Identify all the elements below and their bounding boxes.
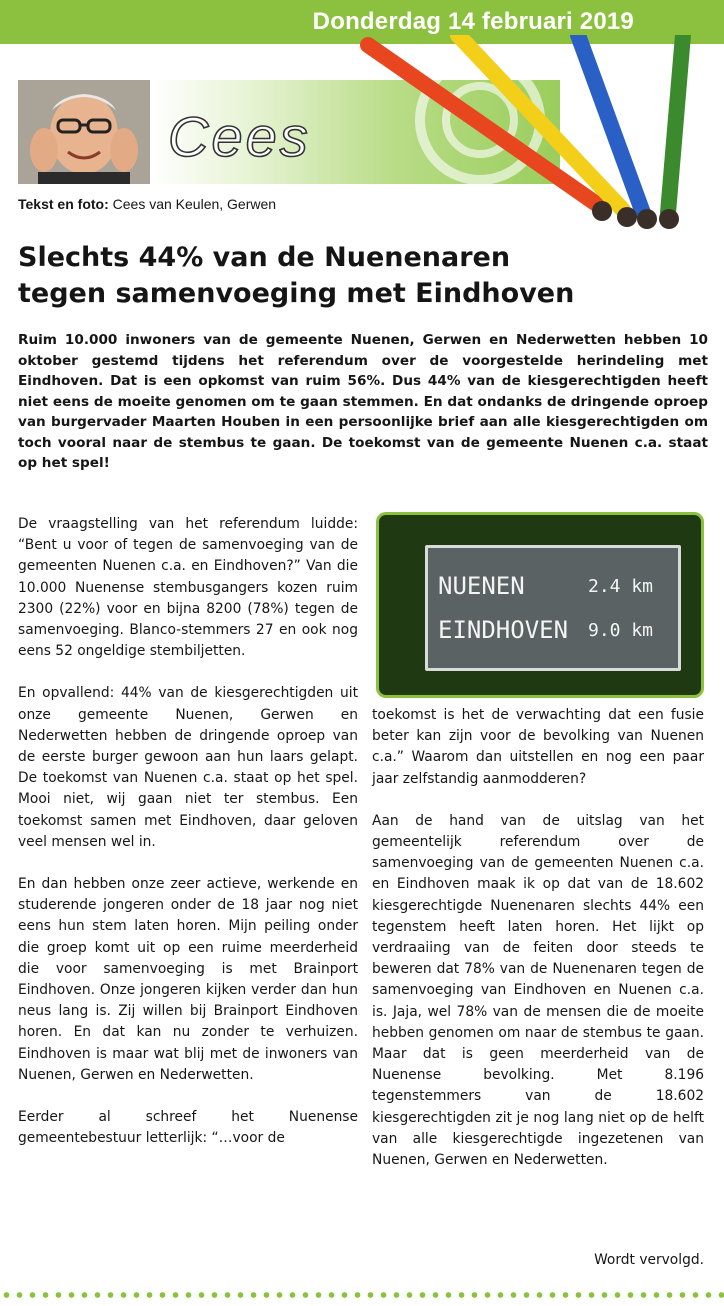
- article-lead: Ruim 10.000 inwoners van de gemeente Nuenen, Gerwen en Nederwetten hebben 10 oktober gestemd tijdens het referendum over de voorgestelde herindeling met Eindhoven. Dat is een opkomst van ruim 56%. Dus 44% van de kiesgerechtigden heeft niet eens de moeite genomen om te gaan stemmen. En dat ondanks de dringende oproep van burgervader Maarten Houben in een persoonlijke brief aan alle kiesgerechtigden om toch vooral naar de stembus te gaan. De toekomst van de gemeente Nuenen c.a. staat op het spel!: [18, 332, 708, 471]
- credit-author: Cees van Keulen, Gerwen: [112, 196, 277, 212]
- paragraph: toekomst is het de verwachting dat een fusie beter kan zijn voor de bevolking van Nuenen c.a.” Waarom dan uitstellen en nog een paar jaar zelfstandig aanmodderen?: [372, 707, 704, 787]
- sign-place: EINDHOVEN: [438, 616, 569, 644]
- paragraph: Aan de hand van de uitslag van het gemeentelijk referendum over de samenvoeging van de gemeenten Nuenen c.a. en Eindhoven maak ik op dat van de 18.602 kiesgerechtigde Nuenenaren slechts 44% een tegenstem heeft laten horen. Het lijkt op verdraaiing van de feiten door steeds te beweren dat 78% van de Nuenenaren tegen de samenvoeging van Eindhoven en Nuenen c.a. is. Jaja, wel 78% van de mensen die de moeite hebben genomen om naar de stembus te gaan. Maar dat is geen meerderheid van de Nuenense bevolking. Met 8.196 tegenstemmers van de 18.602 kiesgerechtigden zit je nog lang niet op de helft van alle kiesgerechtigde ingezetenen van Nuenen, Gerwen en Nederwetten.: [372, 812, 704, 1169]
- sign-distance: 9.0 km: [588, 620, 654, 641]
- sign-place: NUENEN: [438, 572, 525, 600]
- column-banner: [18, 80, 718, 190]
- headline-line-2: tegen samenvoeging met Eindhoven: [18, 278, 575, 309]
- article-headline: [18, 240, 618, 312]
- paragraph: De vraagstelling van het referendum luidde: “Bent u voor of tegen de samenvoeging van de gemeenten Nuenen c.a. en Eindhoven?” Van die 10.000 Nuenense stembusgangers kozen ruim 2300 (22%) voor en bijna 8200 (78%) tegen de samenvoeging. Blanco-stemmers 27 en ook nog eens 52 ongeldige stembiljetten.: [18, 516, 358, 660]
- paragraph: En dan hebben onze zeer actieve, werkende en studerende jongeren onder de 18 jaar nog niet eens hun stem laten horen. Mijn peiling onder die groep komt uit op een ruime meerderheid die voor samenvoeging is met Brainport Eindhoven. Onze jongeren kijken verder dan hun neus lang is. Zij willen bij Brainport Eindhoven horen. En dat kan nu zonder te verhuizen. Eindhoven is maar wat blij met de inwoners van Nuenen, Gerwen en Nederwetten.: [18, 876, 358, 1083]
- article-column-right: [372, 705, 704, 1192]
- photo-credit: [18, 196, 276, 212]
- dotted-footer-rule: [0, 1290, 724, 1300]
- headline-line-1: Slechts 44% van de Nuenenaren: [18, 242, 511, 273]
- paragraph: Eerder al schreef het Nuenense gemeentebestuur letterlijk: “…voor de: [18, 1109, 358, 1147]
- sign-row-eindhoven: [438, 616, 654, 644]
- column-name: Cees: [168, 105, 311, 168]
- columnist-portrait: [18, 80, 150, 184]
- paragraph: En opvallend: 44% van de kiesgerechtigden uit onze gemeente Nuenen, Gerwen en Nederwetten hebben de dringende oproep van de eerste burger gewoon aan hun laars gelapt. De toekomst van Nuenen c.a. staat op het spel. Mooi niet, wij gaan niet ter stembus. Een toekomst samen met Eindhoven, daar geloven veel mensen wel in.: [18, 685, 358, 850]
- publication-date: Donderdag 14 februari 2019: [312, 8, 634, 35]
- continued-note: Wordt vervolgd.: [594, 1252, 704, 1268]
- sign-row-nuenen: [438, 572, 654, 600]
- article-column-left: [18, 514, 358, 1170]
- road-sign: [425, 545, 681, 671]
- sign-distance: 2.4 km: [588, 576, 654, 597]
- credit-label: Tekst en foto:: [18, 196, 109, 212]
- portrait-illustration: [18, 80, 150, 184]
- road-sign-photo: [376, 512, 704, 698]
- colored-pens-graphic: [348, 35, 718, 265]
